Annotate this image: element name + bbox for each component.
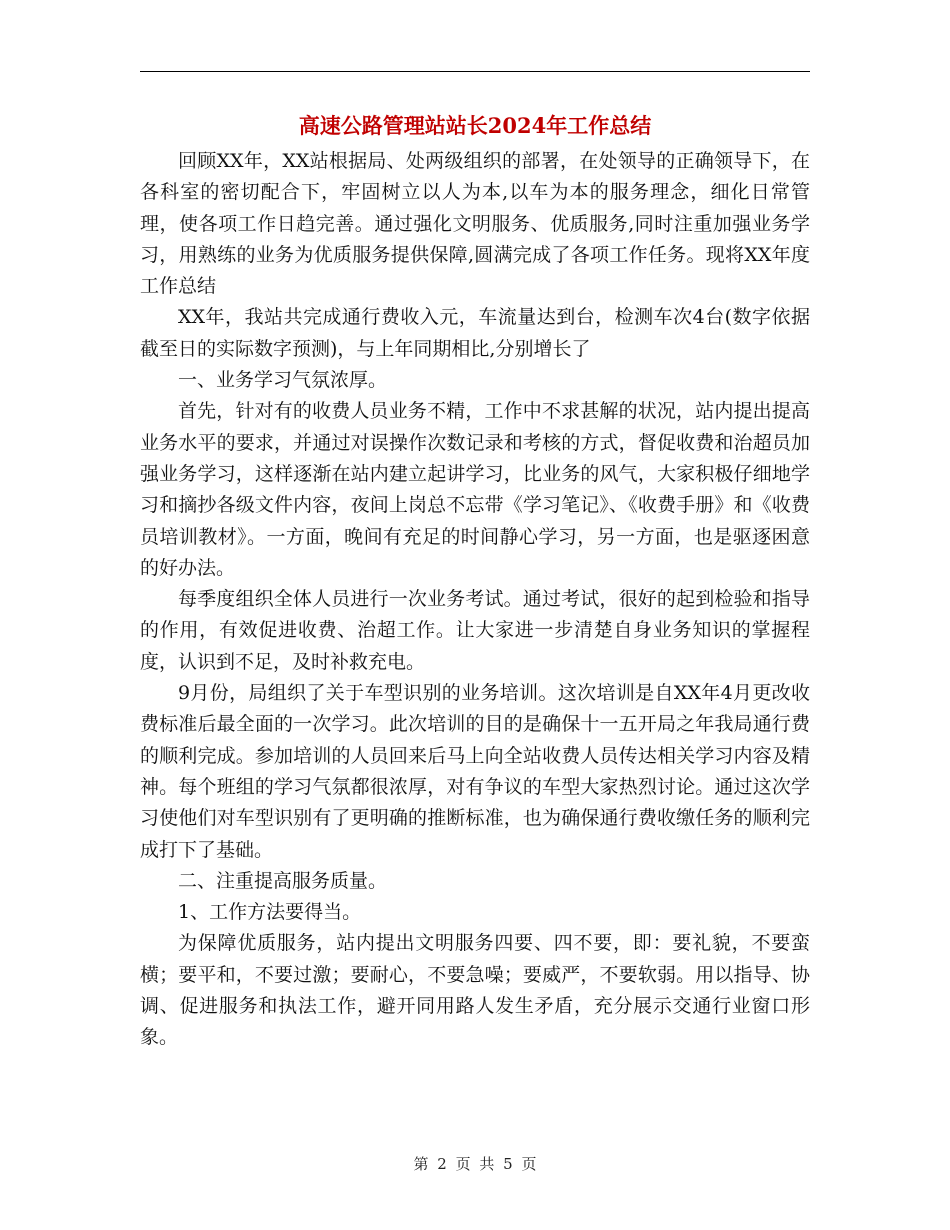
page-number-footer: 第 2 页 共 5 页 (413, 1155, 537, 1173)
paragraph-statistics: XX年，我站共完成通行费收入元，车流量达到台，检测车次4台(数字依据截至日的实际数字预测)，与上年同期相比,分别增长了 (140, 306, 810, 360)
paragraph-september-training: 9月份，局组织了关于车型识别的业务培训。这次培训是自XX年4月更改收费标准后最全面的一次学习。此次培训的目的是确保十一五开局之年我局通行费的顺利完成。参加培训的人员回来后马上向全站收费人员传达相关学习内容及精神。每个班组的学习气氛都很浓厚，对有争议的车型大家热烈讨论。通过这次学习使他们对车型识别有了更明确的推断标准，也为确保通行费收缴任务的顺利完成打下了基础。 (140, 682, 810, 861)
section-heading-service: 二、注重提高服务质量。 (178, 869, 388, 892)
document-title: 高速公路管理站站长2024年工作总结 (298, 113, 652, 138)
section-heading-study: 一、业务学习气氛浓厚。 (178, 369, 388, 392)
paragraph-study-first: 首先，针对有的收费人员业务不精，工作中不求甚解的状况，站内提出提高业务水平的要求，并通过对误操作次数记录和考核的方式，督促收费和治超员加强业务学习，这样逐渐在站内建立起讲学习，比业务的风气，大家积极仔细地学习和摘抄各级文件内容，夜间上岗总不忘带《学习笔记》、《收费手册》和《收费员培训教材》。一方面，晚间有充足的时间静心学习，另一方面，也是驱逐困意的好办法。 (140, 400, 810, 579)
paragraph-quarterly-exam: 每季度组织全体人员进行一次业务考试。通过考试，很好的起到检验和指导的作用，有效促进收费、治超工作。让大家进一步清楚自身业务知识的掌握程度，认识到不足，及时补救充电。 (140, 588, 810, 673)
subheading-work-method: 1、工作方法要得当。 (178, 901, 362, 924)
paragraph-intro: 回顾XX年，XX站根据局、处两级组织的部署，在处领导的正确领导下，在各科室的密切配合下，牢固树立以人为本,以车为本的服务理念，细化日常管理，使各项工作日趋完善。通过强化文明服务、优质服务,同时注重加强业务学习，用熟练的业务为优质服务提供保障,圆满完成了各项工作任务。现将XX年度工作总结 (140, 150, 810, 298)
document-body (140, 146, 810, 1054)
paragraph-service-rules: 为保障优质服务，站内提出文明服务四要、四不要，即：要礼貌，不要蛮横；要平和，不要过激；要耐心，不要急噪；要威严，不要软弱。用以指导、协调、促进服务和执法工作，避开同用路人发生矛盾，充分展示交通行业窗口形象。 (140, 932, 810, 1049)
header-rule (140, 71, 810, 72)
